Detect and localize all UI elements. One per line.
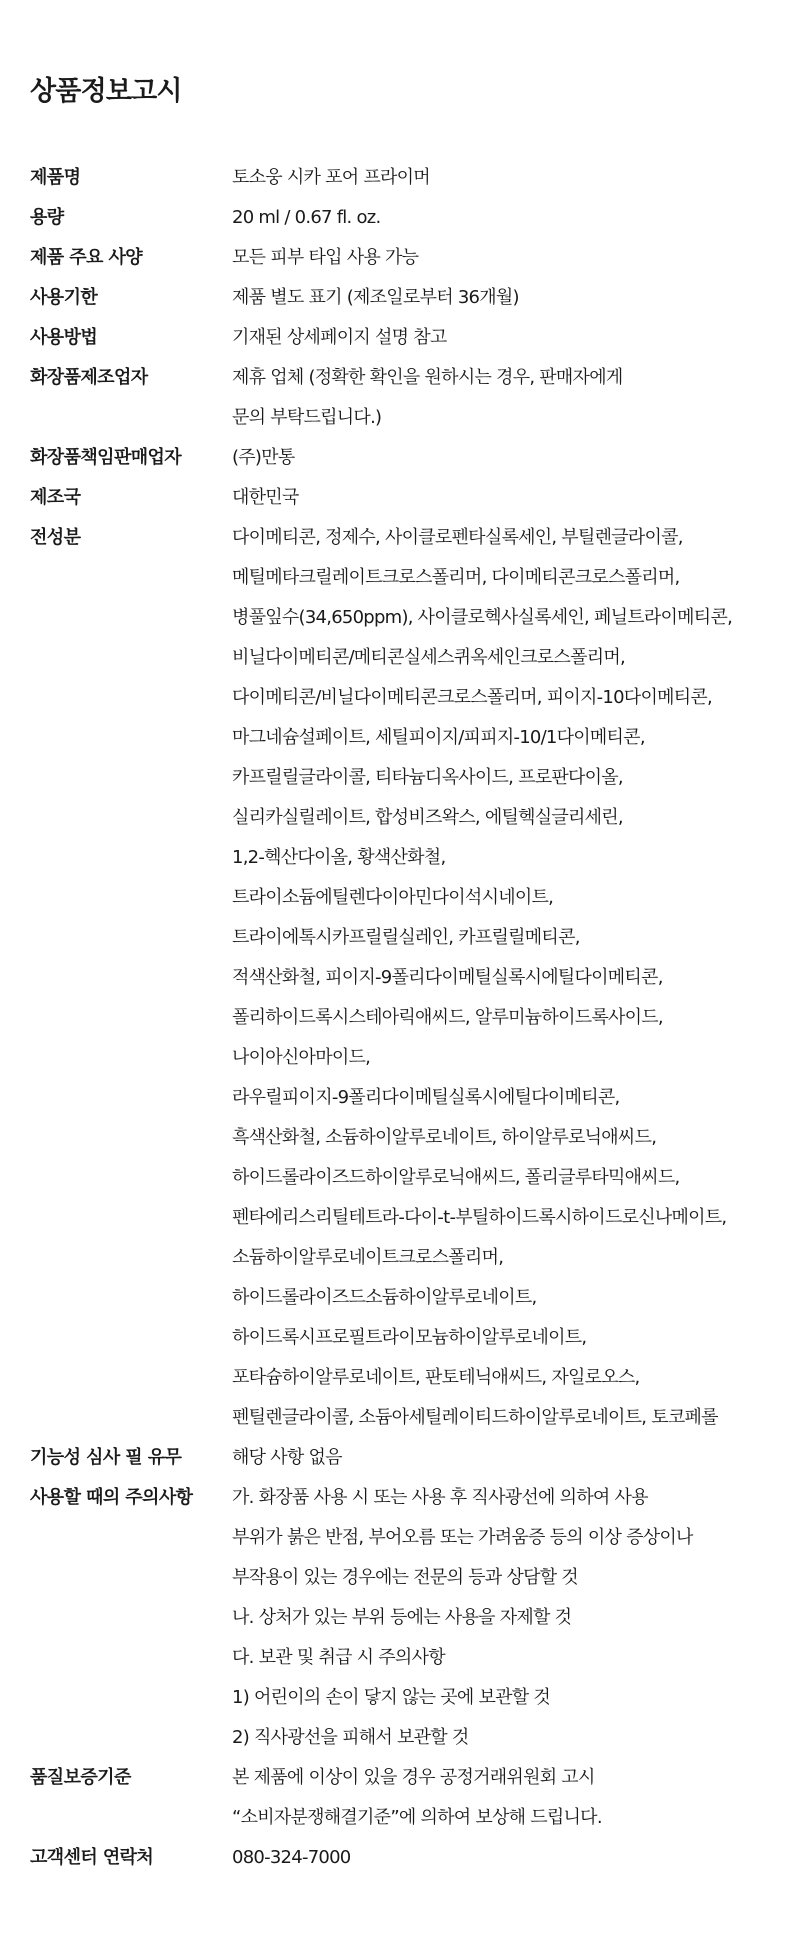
info-value-line: 소듐하이알루로네이트크로스폴리머, xyxy=(232,1247,504,1268)
info-row xyxy=(30,438,770,478)
info-value-line: 가. 화장품 사용 시 또는 사용 후 직사광선에 의하여 사용 xyxy=(232,1487,648,1508)
info-value-line: 해당 사항 없음 xyxy=(232,1447,342,1468)
info-value xyxy=(232,1838,770,1878)
info-value-line: 펜타에리스리틸테트라-다이-t-부틸하이드록시하이드로신나메이트, xyxy=(232,1207,727,1228)
info-value-line: “소비자분쟁해결기준”에 의하여 보상해 드립니다. xyxy=(232,1807,602,1828)
info-value-line: 다. 보관 및 취급 시 주의사항 xyxy=(232,1647,445,1668)
info-row xyxy=(30,238,770,278)
info-label: 제조국 xyxy=(30,487,81,508)
info-row xyxy=(30,1478,770,1758)
info-value-line: 포타슘하이알루로네이트, 판토테닉애씨드, 자일로오스, xyxy=(232,1367,640,1388)
info-row xyxy=(30,358,770,438)
info-value-line: 흑색산화철, 소듐하이알루로네이트, 하이알루로닉애씨드, xyxy=(232,1127,657,1148)
info-value-line: 제휴 업체 (정확한 확인을 원하시는 경우, 판매자에게 xyxy=(232,367,623,388)
info-value xyxy=(232,1438,770,1478)
info-label: 용량 xyxy=(30,207,64,228)
info-value-line: 1,2-헥산다이올, 황색산화철, xyxy=(232,847,446,868)
info-value xyxy=(232,1758,770,1838)
info-label: 제품명 xyxy=(30,167,81,188)
info-value-line: 비닐다이메티콘/메티콘실세스퀴옥세인크로스폴리머, xyxy=(232,647,625,668)
info-value-line: 트라이에톡시카프릴릴실레인, 카프릴릴메티콘, xyxy=(232,927,580,948)
info-value xyxy=(232,478,770,518)
info-value xyxy=(232,1478,770,1758)
info-value-line: 제품 별도 표기 (제조일로부터 36개월) xyxy=(232,287,519,308)
info-label: 고객센터 연락처 xyxy=(30,1847,154,1868)
info-value-line: 하이드롤라이즈드소듐하이알루로네이트, xyxy=(232,1287,537,1308)
info-value xyxy=(232,438,770,478)
info-value-line: 실리카실릴레이트, 합성비즈왁스, 에틸헥실글리세린, xyxy=(232,807,623,828)
info-value-line: 하이드록시프로필트라이모늄하이알루로네이트, xyxy=(232,1327,587,1348)
info-value-line: 라우릴피이지-9폴리다이메틸실록시에틸다이메티콘, xyxy=(232,1087,620,1108)
info-value-line: 펜틸렌글라이콜, 소듐아세틸레이티드하이알루로네이트, 토코페롤 xyxy=(232,1407,718,1428)
info-value-line: 모든 피부 타입 사용 가능 xyxy=(232,247,419,268)
info-row xyxy=(30,1758,770,1838)
info-value-line: 카프릴릴글라이콜, 티타늄디옥사이드, 프로판다이올, xyxy=(232,767,623,788)
info-value-line: 병풀잎수(34,650ppm), 사이클로헥사실록세인, 페닐트라이메티콘, xyxy=(232,607,733,628)
info-value-line: 부위가 붉은 반점, 부어오름 또는 가려움증 등의 이상 증상이나 xyxy=(232,1527,693,1548)
info-row xyxy=(30,518,770,1438)
info-value-line: 폴리하이드록시스테아릭애씨드, 알루미늄하이드록사이드, xyxy=(232,1007,663,1028)
info-value xyxy=(232,158,770,198)
info-row xyxy=(30,1838,770,1878)
info-row xyxy=(30,158,770,198)
info-label: 전성분 xyxy=(30,527,81,548)
info-value-line: 080-324-7000 xyxy=(232,1847,351,1868)
info-value-line: 문의 부탁드립니다.) xyxy=(232,407,382,428)
info-label: 제품 주요 사양 xyxy=(30,247,143,268)
info-value-line: 부작용이 있는 경우에는 전문의 등과 상담할 것 xyxy=(232,1567,578,1588)
info-label: 사용할 때의 주의사항 xyxy=(30,1487,193,1508)
info-value-line: 대한민국 xyxy=(232,487,299,508)
info-value-line: 적색산화철, 피이지-9폴리다이메틸실록시에틸다이메티콘, xyxy=(232,967,663,988)
info-value xyxy=(232,278,770,318)
info-label: 품질보증기준 xyxy=(30,1767,131,1788)
info-row xyxy=(30,278,770,318)
info-value-line: 20 ml / 0.67 fl. oz. xyxy=(232,207,381,228)
info-table xyxy=(30,158,770,1878)
info-value-line: 메틸메타크릴레이트크로스폴리머, 다이메티콘크로스폴리머, xyxy=(232,567,680,588)
info-value-line: 나. 상처가 있는 부위 등에는 사용을 자제할 것 xyxy=(232,1607,572,1628)
info-value-line: 본 제품에 이상이 있을 경우 공정거래위원회 고시 xyxy=(232,1767,595,1788)
info-value-line: 기재된 상세페이지 설명 참고 xyxy=(232,327,447,348)
info-value-line: 하이드롤라이즈드하이알루로닉애씨드, 폴리글루타믹애씨드, xyxy=(232,1167,680,1188)
info-value xyxy=(232,198,770,238)
info-value xyxy=(232,518,770,1438)
info-value-line: 다이메티콘, 정제수, 사이클로펜타실록세인, 부틸렌글라이콜, xyxy=(232,527,683,548)
info-row xyxy=(30,318,770,358)
info-label: 화장품책임판매업자 xyxy=(30,447,182,468)
info-value-line: (주)만통 xyxy=(232,447,295,468)
info-label: 기능성 심사 필 유무 xyxy=(30,1447,182,1468)
info-label: 사용방법 xyxy=(30,327,98,348)
info-value-line: 나이아신아마이드, xyxy=(232,1047,371,1068)
info-value-line: 다이메티콘/비닐다이메티콘크로스폴리머, 피이지-10다이메티콘, xyxy=(232,687,712,708)
info-value xyxy=(232,318,770,358)
info-value-line: 1) 어린이의 손이 닿지 않는 곳에 보관할 것 xyxy=(232,1687,550,1708)
info-value-line: 트라이소듐에틸렌다이아민다이석시네이트, xyxy=(232,887,554,908)
info-value xyxy=(232,238,770,278)
info-value xyxy=(232,358,770,438)
info-label: 사용기한 xyxy=(30,287,98,308)
info-label: 화장품제조업자 xyxy=(30,367,148,388)
info-row xyxy=(30,478,770,518)
product-info-notice xyxy=(30,74,770,1878)
page-title: 상품정보고시 xyxy=(30,76,182,107)
info-value-line: 2) 직사광선을 피해서 보관할 것 xyxy=(232,1727,469,1748)
info-row xyxy=(30,1438,770,1478)
info-row xyxy=(30,198,770,238)
info-value-line: 마그네슘설페이트, 세틸피이지/피피지-10/1다이메티콘, xyxy=(232,727,645,748)
info-value-line: 토소웅 시카 포어 프라이머 xyxy=(232,167,430,188)
